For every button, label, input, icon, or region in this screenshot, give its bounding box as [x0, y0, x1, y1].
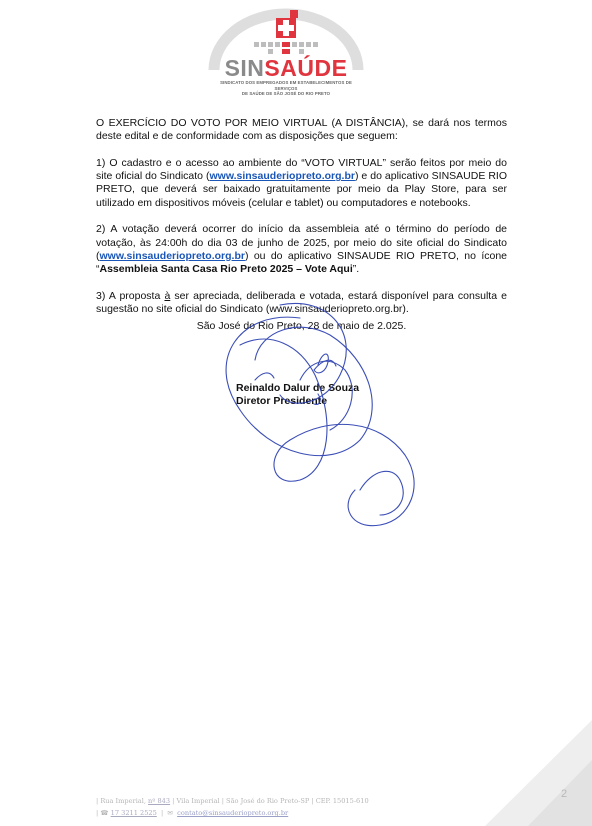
item-2-text-c: ”. — [352, 263, 360, 276]
item-3-underlined: à — [164, 289, 171, 302]
sindicato-website-link-2[interactable]: www.sinsauderiopreto.org.br — [99, 249, 245, 262]
logo-brand-part2: SAÚDE — [264, 55, 348, 81]
envelope-icon: ✉ — [167, 809, 173, 817]
logo-org-line2: DE SAÚDE DE SÃO JOSÉ DO RIO PRETO — [241, 91, 331, 97]
item-3-text-a: 3) A proposta — [96, 289, 165, 302]
item-2-text-a: 2) A votação deverá ocorrer do início da assembleia até o término do período de votação, às 24:00h do dia 03 de junho de 2025, por meio do site oficial do Sindicato ( — [96, 223, 507, 262]
intro-paragraph: O EXERCÍCIO DO VOTO POR MEIO VIRTUAL (A DISTÂNCIA), se dará nos termos deste edital e de conformidade com as disposições que seguem: — [96, 117, 507, 143]
item-3-text-b: ser apreciada, deliberada e votada, estará disponível para consulta e sugestão no site oficial do Sindicato (www.sinsauderiopreto.org.br). — [96, 289, 508, 316]
item-1-text-b: ) e do aplicativo SINSAUDE RIO PRETO, que deverá ser baixado gratuitamente por meio da Play Store, para ser utilizado em dispositivos móveis (celular e tablet) ou computadores e notebooks. — [96, 170, 507, 209]
footer — [96, 795, 369, 819]
footer-contact: | ☎ 17 3211 2525 | ✉ contato@sinsauderiopreto.org.br — [96, 809, 289, 817]
signatory-name: Reinaldo Dalur de Souza — [236, 382, 360, 394]
page-number: 2 — [561, 788, 568, 800]
footer-phone[interactable]: 17 3211 2525 — [110, 809, 157, 817]
footer-address — [96, 795, 369, 807]
item-2-text-b: ) ou do aplicativo SINSAUDE RIO PRETO, no ícone “ — [96, 249, 507, 276]
logo-brand-part1: SIN — [224, 55, 265, 81]
signatory-title: Diretor Presidente — [236, 395, 328, 408]
app-icon-name: Assembleia Santa Casa Rio Preto 2025 – Vote Aqui — [99, 263, 353, 276]
footer-email-link[interactable]: contato@sinsauderiopreto.org.br — [177, 809, 289, 817]
footer-address-a: | Rua Imperial, — [96, 797, 149, 805]
logo-org-line1: SINDICATO DOS EMPREGADOS EM ESTABELECIMENTOS DE SERVIÇOS — [220, 80, 352, 91]
item-1-text-a: 1) O cadastro e o acesso ao ambiente do “VOTO VIRTUAL” serão feitos por meio do site oficial do Sindicato ( — [96, 156, 507, 183]
phone-icon: ☎ — [100, 809, 109, 817]
footer-address-number: nº 843 — [148, 797, 171, 805]
date-line: São José do Rio Preto, 28 de maio de 2.025. — [196, 320, 407, 332]
footer-address-b: | Vila Imperial | São José do Rio Preto-SP | CEP. 15015-610 — [170, 797, 369, 805]
sindicato-website-link[interactable]: www.sinsauderiopreto.org.br — [209, 170, 355, 183]
